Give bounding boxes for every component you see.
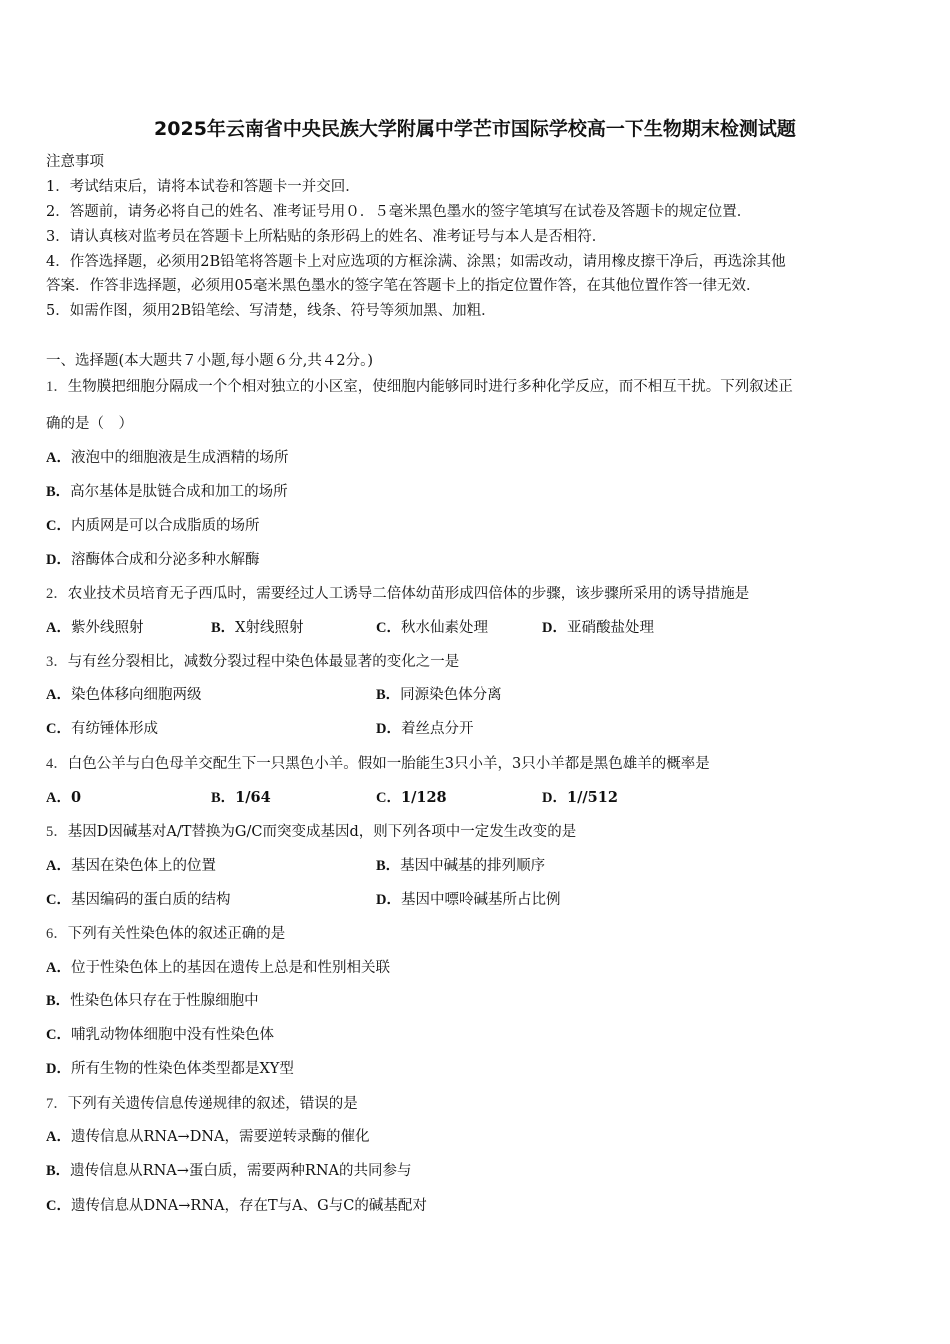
notice-item: 答案．作答非选择题，必须用05毫米黑色墨水的签字笔在答题卡上的指定位置作答，在其他位置作答一律无效． — [46, 278, 761, 294]
option-a — [46, 685, 201, 705]
option-text: 遗传信息从DNA→RNA，存在T与A、G与C的碱基配对 — [70, 1198, 427, 1214]
option-a — [46, 856, 216, 876]
option-a — [46, 618, 143, 638]
option-letter: C． — [46, 721, 71, 737]
option-d — [542, 618, 654, 638]
notice-heading: 注意事项 — [46, 154, 104, 170]
option-a — [46, 448, 288, 468]
option-b — [46, 482, 288, 502]
question-stem-continued: 确的是（ ） — [46, 416, 133, 432]
option-text: 基因中嘌呤碱基所占比例 — [400, 892, 561, 908]
option-c — [46, 516, 259, 536]
question-4 — [46, 754, 710, 774]
question-stem: 生物膜把细胞分隔成一个个相对独立的小区室，使细胞内能够同时进行多种化学反应，而不相互干扰。下列叙述正 — [67, 379, 793, 395]
option-letter: C． — [376, 790, 401, 806]
option-b — [46, 991, 259, 1011]
option-letter: B． — [376, 687, 401, 703]
option-text: 位于性染色体上的基因在遗传上总是和性别相关联 — [70, 960, 390, 976]
option-letter: C． — [46, 892, 71, 908]
option-text: X射线照射 — [235, 620, 304, 636]
option-letter: B． — [376, 858, 401, 874]
option-d — [46, 1059, 294, 1079]
option-text: 溶酶体合成和分泌多种水解酶 — [70, 552, 260, 568]
question-2 — [46, 584, 749, 604]
option-text: 1//512 — [566, 789, 618, 806]
option-letter: C． — [376, 620, 401, 636]
option-a — [46, 958, 390, 978]
option-text: 性染色体只存在于性腺细胞中 — [70, 993, 259, 1009]
option-text: 1/64 — [235, 789, 271, 806]
option-text: 着丝点分开 — [400, 721, 474, 737]
option-d — [376, 719, 473, 739]
option-c — [46, 1025, 274, 1045]
question-5 — [46, 822, 576, 842]
question-number: 1． — [46, 379, 68, 395]
option-text: 亚硝酸盐处理 — [566, 620, 654, 636]
question-stem: 白色公羊与白色母羊交配生下一只黑色小羊。假如一胎能生3只小羊，3只小羊都是黑色雄羊的概率是 — [67, 756, 710, 772]
question-number: 2． — [46, 586, 68, 602]
question-stem: 下列有关性染色体的叙述正确的是 — [67, 926, 286, 942]
option-text: 所有生物的性染色体类型都是XY型 — [70, 1061, 294, 1077]
notice-item: 5．如需作图，须用2B铅笔绘、写清楚，线条、符号等须加黑、加粗． — [46, 303, 496, 319]
option-text: 基因中碱基的排列顺序 — [400, 858, 546, 874]
option-letter: A． — [46, 450, 71, 466]
option-letter: D． — [542, 620, 567, 636]
option-d — [46, 550, 259, 570]
option-text: 1/128 — [400, 789, 447, 806]
question-number: 7． — [46, 1096, 68, 1112]
question-stem: 下列有关遗传信息传递规律的叙述，错误的是 — [67, 1096, 358, 1112]
page-title: 2025年云南省中央民族大学附属中学芒市国际学校高一下生物期末检测试题 — [154, 118, 796, 140]
option-text: 遗传信息从RNA→蛋白质，需要两种RNA的共同参与 — [70, 1163, 412, 1179]
option-c — [376, 618, 488, 638]
option-letter: C． — [46, 1027, 71, 1043]
question-number: 3． — [46, 654, 68, 670]
question-number: 5． — [46, 824, 68, 840]
option-c — [46, 719, 158, 739]
option-letter: D． — [376, 721, 401, 737]
option-letter: B． — [46, 993, 71, 1009]
option-text: 秋水仙素处理 — [400, 620, 488, 636]
option-letter: A． — [46, 790, 71, 806]
option-letter: B． — [46, 484, 71, 500]
option-letter: C． — [46, 1198, 71, 1214]
option-letter: A． — [46, 620, 71, 636]
option-text: 遗传信息从RNA→DNA，需要逆转录酶的催化 — [70, 1129, 370, 1145]
option-text: 紫外线照射 — [70, 620, 144, 636]
option-b — [211, 788, 271, 808]
option-letter: A． — [46, 960, 71, 976]
notice-item: 4．作答选择题，必须用2B铅笔将答题卡上对应选项的方框涂满、涂黑；如需改动，请用橡皮擦干净后，再选涂其他 — [46, 254, 786, 270]
option-text: 同源染色体分离 — [400, 687, 502, 703]
option-b — [376, 856, 545, 876]
option-letter: B． — [211, 620, 236, 636]
option-text: 有纺锤体形成 — [70, 721, 158, 737]
option-letter: C． — [46, 518, 71, 534]
option-letter: A． — [46, 858, 71, 874]
option-a — [46, 1127, 370, 1147]
section-heading: 一、选择题(本大题共７小题,每小题６分,共４2分。) — [46, 353, 374, 369]
notice-item: 2．答题前，请务必将自己的姓名、准考证号用０．５毫米黑色墨水的签字笔填写在试卷及答题卡的规定位置． — [46, 204, 752, 220]
option-letter: D． — [46, 552, 71, 568]
option-b — [376, 685, 502, 705]
notice-item: 3．请认真核对监考员在答题卡上所粘贴的条形码上的姓名、准考证号与本人是否相符． — [46, 229, 607, 245]
option-text: 哺乳动物体细胞中没有性染色体 — [70, 1027, 274, 1043]
question-stem: 农业技术员培育无子西瓜时，需要经过人工诱导二倍体幼苗形成四倍体的步骤，该步骤所采用的诱导措施是 — [67, 586, 750, 602]
question-stem: 与有丝分裂相比，减数分裂过程中染色体最显著的变化之一是 — [67, 654, 460, 670]
option-a — [46, 788, 81, 808]
option-letter: D． — [376, 892, 401, 908]
option-letter: D． — [542, 790, 567, 806]
option-text: 液泡中的细胞液是生成酒精的场所 — [70, 450, 289, 466]
question-number: 4． — [46, 756, 68, 772]
option-b — [211, 618, 304, 638]
option-letter: B． — [211, 790, 236, 806]
option-text: 基因在染色体上的位置 — [70, 858, 216, 874]
option-letter: A． — [46, 1129, 71, 1145]
option-d — [376, 890, 560, 910]
option-text: 染色体移向细胞两级 — [70, 687, 202, 703]
question-3 — [46, 652, 459, 672]
option-b — [46, 1161, 411, 1181]
option-c — [376, 788, 447, 808]
question-number: 6． — [46, 926, 68, 942]
option-text: 内质网是可以合成脂质的场所 — [70, 518, 260, 534]
question-stem: 基因D因碱基对A/T替换为G/C而突变成基因d，则下列各项中一定发生改变的是 — [67, 824, 577, 840]
option-text: 高尔基体是肽链合成和加工的场所 — [70, 484, 288, 500]
option-letter: B． — [46, 1163, 71, 1179]
option-text: 0 — [70, 789, 82, 806]
notice-item: 1．考试结束后，请将本试卷和答题卡一并交回． — [46, 179, 360, 195]
option-text: 基因编码的蛋白质的结构 — [70, 892, 231, 908]
question-7 — [46, 1094, 358, 1114]
option-c — [46, 1196, 427, 1216]
question-1 — [46, 377, 793, 397]
option-letter: A． — [46, 687, 71, 703]
option-letter: D． — [46, 1061, 71, 1077]
option-d — [542, 788, 618, 808]
question-6 — [46, 924, 285, 944]
option-c — [46, 890, 230, 910]
